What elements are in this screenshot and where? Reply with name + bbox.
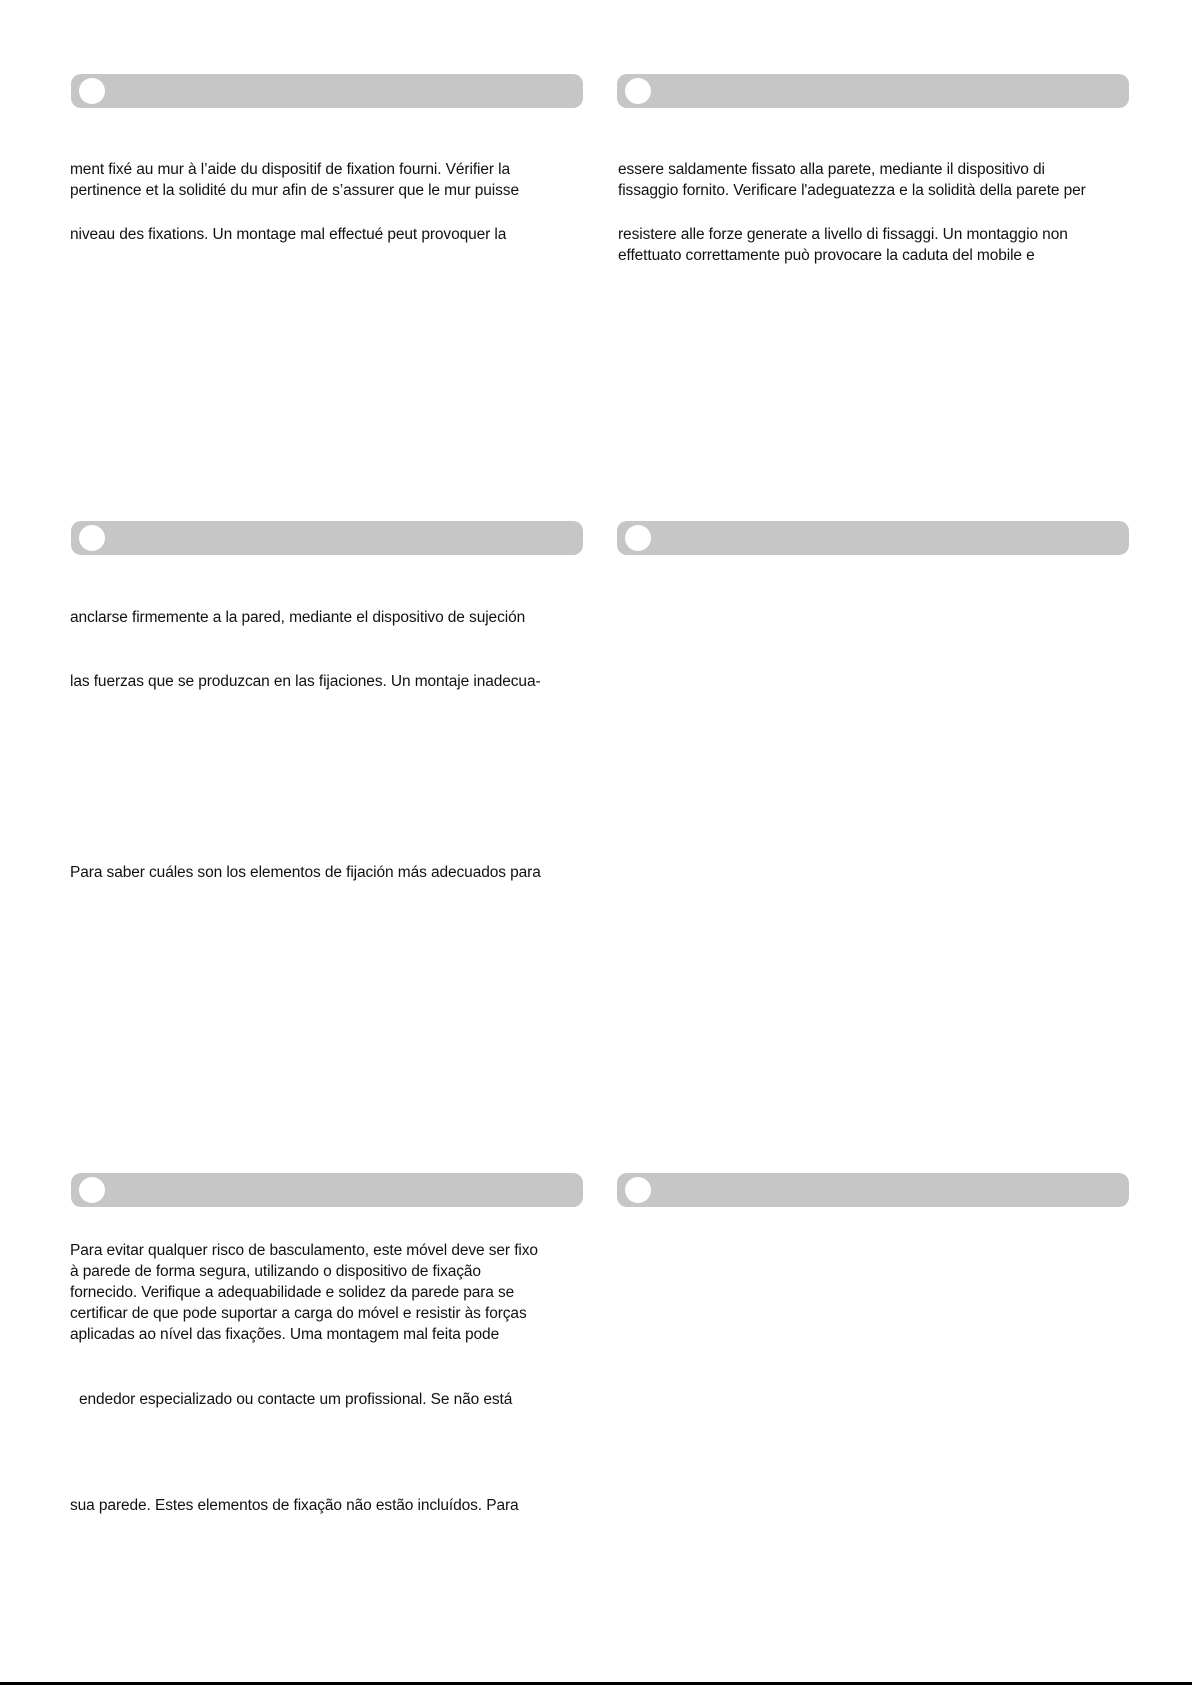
pt-text-line: sua parede. Estes elementos de fixação não estão incluídos. Para bbox=[70, 1497, 519, 1514]
fr-text-line: pertinence et la solidité du mur afin de s’assurer que le mur puisse bbox=[70, 182, 519, 199]
section-header-fr bbox=[71, 74, 583, 108]
bullet-circle-icon bbox=[79, 525, 105, 551]
fr-text-line: niveau des fixations. Un montage mal effectué peut provoquer la bbox=[70, 226, 507, 243]
pt-text-line: certificar de que pode suportar a carga do móvel e resistir às forças bbox=[70, 1305, 527, 1322]
it-text-line: effettuato correttamente può provocare la caduta del mobile e bbox=[618, 247, 1035, 264]
bullet-circle-icon bbox=[625, 1177, 651, 1203]
section-header-empty bbox=[617, 521, 1129, 555]
section-header-it bbox=[617, 74, 1129, 108]
bullet-circle-icon bbox=[625, 78, 651, 104]
section-header-empty bbox=[617, 1173, 1129, 1207]
it-text-line: essere saldamente fissato alla parete, mediante il dispositivo di bbox=[618, 161, 1045, 178]
fr-text-line: ment fixé au mur à l’aide du dispositif de fixation fourni. Vérifier la bbox=[70, 161, 511, 178]
bullet-circle-icon bbox=[79, 78, 105, 104]
bullet-circle-icon bbox=[625, 525, 651, 551]
pt-text-line: Para evitar qualquer risco de basculamento, este móvel deve ser fixo bbox=[70, 1242, 538, 1259]
it-text-line: resistere alle forze generate a livello di fissaggi. Un montaggio non bbox=[618, 226, 1068, 243]
it-text-line: fissaggio fornito. Verificare l'adeguatezza e la solidità della parete per bbox=[618, 182, 1086, 199]
pt-text-line: endedor especializado ou contacte um profissional. Se não está bbox=[79, 1391, 513, 1408]
es-text-line: las fuerzas que se produzcan en las fijaciones. Un montaje inadecua- bbox=[70, 673, 541, 690]
section-header-es bbox=[71, 521, 583, 555]
es-text-line: Para saber cuáles son los elementos de fijación más adecuados para bbox=[70, 864, 541, 881]
pt-text-line: à parede de forma segura, utilizando o dispositivo de fixação bbox=[70, 1263, 481, 1280]
section-header-pt bbox=[71, 1173, 583, 1207]
es-text-line: anclarse firmemente a la pared, mediante el dispositivo de sujeción bbox=[70, 609, 526, 626]
pt-text-line: fornecido. Verifique a adequabilidade e solidez da parede para se bbox=[70, 1284, 515, 1301]
pt-text-line: aplicadas ao nível das fixações. Uma montagem mal feita pode bbox=[70, 1326, 500, 1343]
bullet-circle-icon bbox=[79, 1177, 105, 1203]
